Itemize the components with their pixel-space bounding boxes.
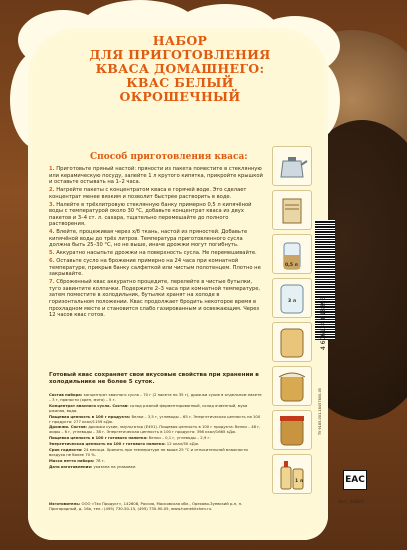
composition-block bbox=[49, 393, 263, 471]
title-line: ДЛЯ ПРИГОТОВЛЕНИЯ bbox=[89, 47, 271, 62]
step-number: 7. bbox=[49, 279, 55, 286]
method-heading: Способ приготовления кваса: bbox=[90, 152, 248, 162]
storage-note: Готовый квас сохраняет свои вкусовые свойства при хранении в холодильнике не более 5 суток. bbox=[49, 372, 259, 385]
composition-line: Энергетическая ценность на 100 г готового напитка: 12 ккал/50 кДж. bbox=[49, 441, 200, 447]
composition-line: Масса нетто набора: 78 г. bbox=[49, 457, 105, 463]
large-jar-icon bbox=[272, 278, 312, 318]
composition-line: Срок годности: 24 месяца. Хранить при температуре не выше 25 °С и относительной влажности воздуха не более 70 %. bbox=[49, 447, 248, 457]
bottle-volume-label: 1 л bbox=[295, 479, 303, 484]
composition-line: Дрожжи. Состав: дрожжи сухие, эмульгатор (Е491). Пищевая ценность в 100 г продукта: белки – 48 г, жиры – 6 г, углеводы – 38 г. Энергетическая ценность в 100 г продукта: 398 ккал/1665 кДж. bbox=[49, 424, 261, 435]
step-item bbox=[49, 279, 263, 319]
step-item bbox=[49, 166, 263, 186]
small-jar-icon bbox=[272, 234, 312, 274]
sachet-icon bbox=[272, 190, 312, 230]
jar-filled-icon bbox=[272, 322, 312, 362]
step-number: 2. bbox=[49, 187, 55, 194]
manufacturer-info: Изготовитель: ООО «Тэя Продукт», 142608, Россия, Московская обл., Орехово-Зуевский р-н, п. Пригородный, д. 16а, тел.: (495) 730-50-15, (495) 730-90-05, www.homekitchen.ru. bbox=[49, 501, 243, 511]
product-title bbox=[40, 34, 320, 104]
article-number: Арт. 34885 bbox=[338, 500, 364, 505]
kettle-icon bbox=[272, 146, 312, 186]
title-line: КВАС БЕЛЫЙ bbox=[126, 75, 234, 90]
step-number: 5. bbox=[49, 250, 55, 257]
jar-volume-label: 0,5 л bbox=[285, 263, 298, 268]
composition-line: Дата изготовления: указана на упаковке. bbox=[49, 463, 137, 469]
step-text: Сброженный квас аккуратно процедите, перелейте в чистые бутылки, туго завинтите колпачки. Подержите 2–3 часа при комнатной температуре, затем поместите в холодильник, бутылки хранят на холоде в горизонтальном положении. Квас продолжает бродить некоторое время в прохладном месте и становится слабо газированным и освежающим. Через 12 часов квас готов. bbox=[49, 279, 261, 319]
title-line: КВАСА ДОМАШНЕГО: bbox=[95, 61, 265, 76]
composition-line: Пищевая ценность в 100 г продукта: белки – 3,5 г, углеводы – 65 г. Энергетическая ценность на 100 г продукта: 277 ккал/1159 кДж. bbox=[49, 413, 261, 424]
step-item bbox=[49, 187, 263, 200]
composition-line: Состав набора: концентрат квасного сусла – 70 г (2 пакета по 35 г), дрожжи сухие в отдельном пакете – 3 г, пряности (хрен, мята) – 5 г. bbox=[49, 392, 262, 402]
step-text: Аккуратно насыпьте дрожжи на поверхность сусла. Не перемешивайте. bbox=[56, 250, 257, 257]
steps-list bbox=[49, 166, 263, 320]
jar-volume-label: 3 л bbox=[288, 299, 296, 304]
step-text: Оставьте сусло на брожение примерно на 24 часа при комнатной температуре, прикрыв банку салфеткой или чистым полотенцем. Плотно не закрывайте. bbox=[49, 258, 261, 278]
title-line: НАБОР bbox=[152, 33, 208, 48]
tech-spec: ТУ 9185-001-18457800-05 bbox=[318, 387, 322, 435]
jar-ready-icon bbox=[272, 410, 312, 450]
step-text: Приготовьте пряный настой: пряности из пакета поместите в стеклянную или керамическую посуду, залейте 1 л крутого кипятка, прикройте крышкой и оставьте остывать на 1–2 часа. bbox=[49, 166, 263, 186]
step-text: Влейте, процеживая через х/б ткань, настой из пряностей. Добавьте кипячёной воды до трёх литров. Температура приготовленного сусла должна быть 25–30 °С, но не выше, иначе дрожжи могут погибнуть. bbox=[49, 229, 248, 249]
step-text: Налейте в трёхлитровую стеклянную банку примерно 0,5 л кипячёной воды с температурой около 30 °С, добавьте концентрат кваса из двух пакетов и 3–4 ст. л. сахара, тщательно перемешайте до полного растворения. bbox=[49, 201, 252, 228]
step-item bbox=[49, 202, 263, 228]
step-number: 6. bbox=[49, 258, 55, 265]
step-number: 1. bbox=[49, 166, 55, 172]
barcode-number: 4 606134 018896 bbox=[320, 296, 327, 350]
step-number: 4. bbox=[49, 229, 55, 236]
step-item bbox=[49, 250, 263, 257]
step-number: 3. bbox=[49, 201, 55, 208]
composition-line: Пищевая ценность в 100 г готового напитка: белки – 0,1 г, углеводы – 2,9 г. bbox=[49, 435, 211, 441]
jar-covered-icon bbox=[272, 366, 312, 406]
bottles-icon bbox=[272, 454, 312, 494]
step-item bbox=[49, 258, 263, 278]
eac-mark: ЕАС bbox=[343, 470, 367, 490]
composition-line: Концентрат квасного сусла. Состав: солод ржаной ферментированный, солод ячменный, мука ржаная, вода. bbox=[49, 402, 248, 413]
step-item bbox=[49, 229, 263, 249]
step-illustrations bbox=[272, 146, 312, 516]
title-line: ОКРОШЕЧНЫЙ bbox=[119, 89, 241, 104]
step-text: Нагрейте пакеты с концентратом кваса в горячей воде. Это сделает концентрат менее вязким и позволит быстрее растворить в воде. bbox=[49, 187, 247, 200]
